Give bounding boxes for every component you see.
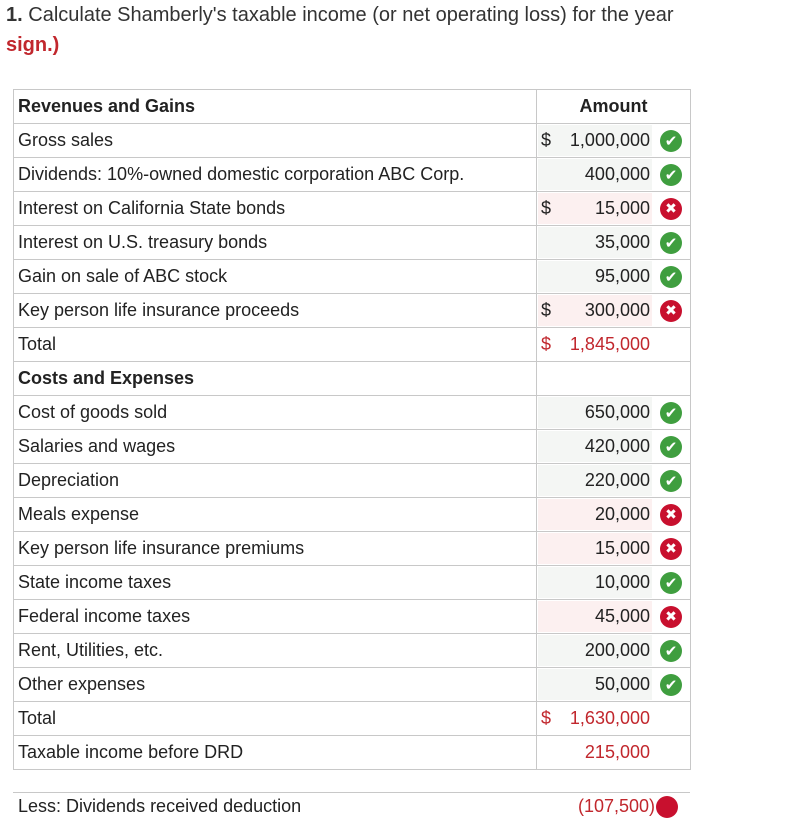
row-label: Key person life insurance proceeds bbox=[14, 294, 537, 328]
amount-cell[interactable] bbox=[537, 260, 691, 294]
amount-cell[interactable] bbox=[537, 668, 691, 702]
table-row bbox=[14, 192, 691, 226]
amount-cell[interactable] bbox=[537, 192, 691, 226]
check-circle-icon: ✔ bbox=[660, 674, 682, 696]
amount-cell[interactable] bbox=[537, 124, 691, 158]
row-label: Rent, Utilities, etc. bbox=[14, 634, 537, 668]
amount-value: 220,000 bbox=[584, 470, 650, 490]
amount-value: 650,000 bbox=[584, 402, 650, 422]
amount-value: 1,845,000 bbox=[569, 334, 650, 354]
dollar-sign: $ bbox=[541, 300, 552, 320]
row-label: Other expenses bbox=[14, 668, 537, 702]
row-label: Depreciation bbox=[14, 464, 537, 498]
table-row bbox=[14, 124, 691, 158]
amount-input[interactable] bbox=[537, 430, 690, 463]
amount-value: 95,000 bbox=[594, 266, 650, 286]
section-header-row bbox=[14, 362, 691, 396]
partial-row-dividends-received-deduction bbox=[13, 792, 690, 816]
amount-input[interactable] bbox=[537, 328, 690, 361]
amount-value: 300,000 bbox=[584, 300, 650, 320]
amount-cell[interactable] bbox=[537, 294, 691, 328]
amount-cell[interactable] bbox=[537, 532, 691, 566]
amount-cell[interactable] bbox=[537, 566, 691, 600]
table-header-row bbox=[14, 90, 691, 124]
table-row bbox=[14, 498, 691, 532]
dollar-sign: $ bbox=[541, 198, 552, 218]
amount-input[interactable] bbox=[537, 192, 690, 225]
x-circle-icon bbox=[656, 796, 678, 818]
header-label: Revenues and Gains bbox=[14, 90, 537, 124]
amount-input[interactable] bbox=[537, 226, 690, 259]
amount-input[interactable] bbox=[537, 532, 690, 565]
table-row bbox=[14, 566, 691, 600]
check-circle-icon: ✔ bbox=[660, 436, 682, 458]
amount-input[interactable] bbox=[537, 158, 690, 191]
amount-cell[interactable] bbox=[537, 430, 691, 464]
amount-value: 1,000,000 bbox=[569, 130, 650, 150]
row-label: Key person life insurance premiums bbox=[14, 532, 537, 566]
row-label: Gross sales bbox=[14, 124, 537, 158]
amount-input[interactable] bbox=[537, 260, 690, 293]
check-circle-icon: ✔ bbox=[660, 572, 682, 594]
row-label: Federal income taxes bbox=[14, 600, 537, 634]
amount-input[interactable] bbox=[537, 498, 690, 531]
amount-value: 50,000 bbox=[594, 674, 650, 694]
check-circle-icon: ✔ bbox=[660, 402, 682, 424]
row-label: Taxable income before DRD bbox=[14, 736, 537, 770]
amount-value: 45,000 bbox=[594, 606, 650, 626]
x-circle-icon: ✖ bbox=[660, 300, 682, 322]
table-row bbox=[14, 736, 691, 770]
check-circle-icon: ✔ bbox=[660, 130, 682, 152]
row-label: State income taxes bbox=[14, 566, 537, 600]
x-circle-icon: ✖ bbox=[660, 538, 682, 560]
table-row bbox=[14, 702, 691, 736]
amount-value: 35,000 bbox=[594, 232, 650, 252]
table-row bbox=[14, 396, 691, 430]
amount-value: 400,000 bbox=[584, 164, 650, 184]
dollar-sign: $ bbox=[541, 708, 552, 728]
amount-input[interactable] bbox=[537, 668, 690, 701]
row-label: Meals expense bbox=[14, 498, 537, 532]
x-circle-icon: ✖ bbox=[660, 198, 682, 220]
table-row bbox=[14, 260, 691, 294]
row-label: Dividends: 10%-owned domestic corporation ABC Corp. bbox=[14, 158, 537, 192]
question-note: sign.) bbox=[6, 34, 60, 56]
check-circle-icon: ✔ bbox=[660, 470, 682, 492]
amount-input[interactable] bbox=[537, 294, 690, 327]
amount-input[interactable] bbox=[537, 464, 690, 497]
amount-input[interactable] bbox=[537, 566, 690, 599]
dollar-sign: $ bbox=[541, 130, 552, 150]
income-table bbox=[13, 89, 691, 770]
amount-input[interactable] bbox=[537, 396, 690, 429]
amount-cell[interactable] bbox=[537, 600, 691, 634]
amount-value: 15,000 bbox=[594, 198, 650, 218]
amount-cell[interactable] bbox=[537, 328, 691, 362]
partial-row-amount[interactable]: (107,500) bbox=[578, 796, 656, 816]
amount-cell[interactable] bbox=[537, 226, 691, 260]
partial-row-label: Less: Dividends received deduction bbox=[18, 796, 302, 816]
question-text: Calculate Shamberly's taxable income (or net operating loss) for the year bbox=[28, 4, 674, 26]
check-circle-icon: ✔ bbox=[660, 164, 682, 186]
amount-input[interactable] bbox=[537, 736, 690, 769]
x-circle-icon: ✖ bbox=[660, 504, 682, 526]
row-label: Total bbox=[14, 328, 537, 362]
row-label: Total bbox=[14, 702, 537, 736]
row-label: Gain on sale of ABC stock bbox=[14, 260, 537, 294]
amount-value: 10,000 bbox=[594, 572, 650, 592]
amount-input[interactable] bbox=[537, 702, 690, 735]
table-row bbox=[14, 634, 691, 668]
table-row bbox=[14, 294, 691, 328]
amount-cell[interactable] bbox=[537, 396, 691, 430]
amount-cell[interactable] bbox=[537, 736, 691, 770]
amount-cell[interactable] bbox=[537, 634, 691, 668]
amount-value: 20,000 bbox=[594, 504, 650, 524]
amount-value: 420,000 bbox=[584, 436, 650, 456]
table-row bbox=[14, 430, 691, 464]
check-circle-icon: ✔ bbox=[660, 266, 682, 288]
row-label: Interest on California State bonds bbox=[14, 192, 537, 226]
amount-cell[interactable] bbox=[537, 464, 691, 498]
table-row bbox=[14, 158, 691, 192]
amount-value: 200,000 bbox=[584, 640, 650, 660]
row-label: Cost of goods sold bbox=[14, 396, 537, 430]
amount-input[interactable] bbox=[537, 600, 690, 633]
table-row bbox=[14, 668, 691, 702]
dollar-sign: $ bbox=[541, 334, 552, 354]
header-amount: Amount bbox=[537, 90, 691, 124]
amount-value: 1,630,000 bbox=[569, 708, 650, 728]
row-label: Costs and Expenses bbox=[14, 362, 537, 396]
amount-cell bbox=[537, 362, 691, 396]
row-divider bbox=[13, 792, 690, 793]
check-circle-icon: ✔ bbox=[660, 640, 682, 662]
check-circle-icon: ✔ bbox=[660, 232, 682, 254]
row-label: Interest on U.S. treasury bonds bbox=[14, 226, 537, 260]
table-row bbox=[14, 226, 691, 260]
amount-value: 215,000 bbox=[584, 742, 650, 762]
table-row bbox=[14, 532, 691, 566]
question-prompt bbox=[6, 0, 796, 60]
table-row bbox=[14, 600, 691, 634]
table-row bbox=[14, 328, 691, 362]
amount-input[interactable] bbox=[537, 634, 690, 667]
amount-value: 15,000 bbox=[594, 538, 650, 558]
amount-cell[interactable] bbox=[537, 158, 691, 192]
question-number: 1. bbox=[6, 4, 23, 26]
amount-input[interactable] bbox=[537, 124, 690, 157]
table-row bbox=[14, 464, 691, 498]
amount-cell[interactable] bbox=[537, 702, 691, 736]
row-label: Salaries and wages bbox=[14, 430, 537, 464]
x-circle-icon: ✖ bbox=[660, 606, 682, 628]
amount-cell[interactable] bbox=[537, 498, 691, 532]
